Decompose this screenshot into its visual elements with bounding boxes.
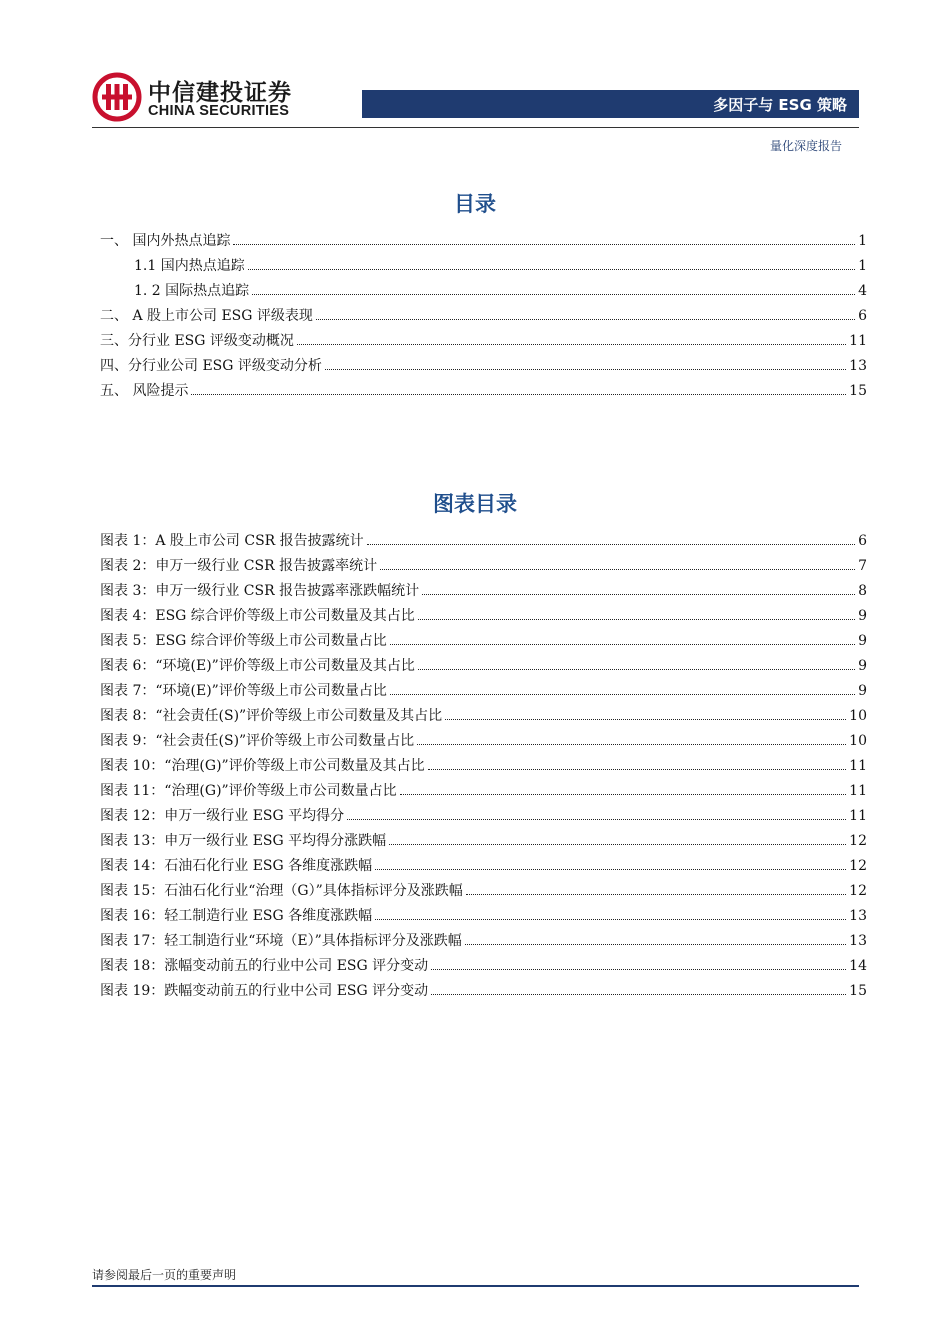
figure-entry-page: 8 bbox=[858, 583, 867, 599]
footer-disclaimer: 请参阅最后一页的重要声明 bbox=[92, 1268, 237, 1282]
figure-entry-page: 9 bbox=[858, 608, 867, 624]
figure-entry-page: 9 bbox=[858, 658, 867, 674]
leader-dots bbox=[418, 669, 855, 670]
figure-entry-label: 图表 19：跌幅变动前五的行业中公司 ESG 评分变动 bbox=[100, 983, 429, 999]
figure-entry-label: 图表 8：“社会责任(S)”评价等级上市公司数量及其占比 bbox=[100, 708, 443, 724]
toc-entry-label: 三、分行业 ESG 评级变动概况 bbox=[100, 333, 294, 349]
report-type-label: 量化深度报告 bbox=[769, 139, 842, 153]
toc-entry[interactable] bbox=[100, 280, 867, 305]
leader-dots bbox=[347, 819, 846, 820]
figure-entry-page: 9 bbox=[858, 633, 867, 649]
figure-entry-page: 10 bbox=[849, 708, 867, 724]
toc-entry-page: 15 bbox=[849, 383, 867, 399]
figure-entry[interactable] bbox=[100, 780, 867, 805]
figure-entry[interactable] bbox=[100, 930, 867, 955]
leader-dots bbox=[417, 744, 846, 745]
leader-dots bbox=[422, 594, 855, 595]
toc-entry-page: 4 bbox=[858, 283, 867, 299]
leader-dots bbox=[390, 694, 855, 695]
figure-entry-label: 图表 17：轻工制造行业“环境（E）”具体指标评分及涨跌幅 bbox=[100, 933, 462, 949]
figure-entry-label: 图表 18：涨幅变动前五的行业中公司 ESG 评分变动 bbox=[100, 958, 429, 974]
leader-dots bbox=[325, 369, 846, 370]
figure-entry[interactable] bbox=[100, 905, 867, 930]
figure-entry-label: 图表 10：“治理(G)”评价等级上市公司数量及其占比 bbox=[100, 758, 425, 774]
figure-entry-label: 图表 3：申万一级行业 CSR 报告披露率涨跌幅统计 bbox=[100, 583, 420, 599]
figure-entry-page: 13 bbox=[849, 908, 867, 924]
figure-entry[interactable] bbox=[100, 755, 867, 780]
toc-entry[interactable] bbox=[100, 355, 867, 380]
logo-chinese-name: 中信建投证券 bbox=[148, 80, 292, 106]
figure-index-title: 图表目录 bbox=[433, 492, 517, 516]
toc-entry[interactable] bbox=[100, 330, 867, 355]
report-series-banner bbox=[362, 90, 859, 118]
figure-entry[interactable] bbox=[100, 655, 867, 680]
figure-entry-page: 13 bbox=[849, 933, 867, 949]
logo-english-name: CHINA SECURITIES bbox=[148, 103, 290, 119]
figure-entry[interactable] bbox=[100, 580, 867, 605]
figure-entry-label: 图表 7：“环境(E)”评价等级上市公司数量占比 bbox=[100, 683, 387, 699]
figure-entry[interactable] bbox=[100, 705, 867, 730]
leader-dots bbox=[380, 569, 855, 570]
figure-entry-label: 图表 14：石油石化行业 ESG 各维度涨跌幅 bbox=[100, 858, 373, 874]
leader-dots bbox=[445, 719, 846, 720]
figure-entry[interactable] bbox=[100, 530, 867, 555]
figure-entry-page: 10 bbox=[849, 733, 867, 749]
figure-entry[interactable] bbox=[100, 630, 867, 655]
figure-entry-page: 7 bbox=[858, 558, 867, 574]
toc-entry-label: 五、 风险提示 bbox=[100, 383, 189, 399]
header-divider bbox=[92, 127, 859, 128]
figure-entry-label: 图表 4：ESG 综合评价等级上市公司数量及其占比 bbox=[100, 608, 415, 624]
leader-dots bbox=[390, 644, 855, 645]
figure-entry[interactable] bbox=[100, 955, 867, 980]
leader-dots bbox=[233, 244, 855, 245]
toc-entry-label: 1. 2 国际热点追踪 bbox=[134, 283, 250, 299]
toc-entry-label: 一、 国内外热点追踪 bbox=[100, 233, 231, 249]
figure-entry-page: 12 bbox=[849, 858, 867, 874]
figure-entry[interactable] bbox=[100, 855, 867, 880]
footer-divider bbox=[92, 1285, 859, 1287]
toc-entry[interactable] bbox=[100, 255, 867, 280]
figure-entry-page: 12 bbox=[849, 833, 867, 849]
toc-entry-page: 11 bbox=[849, 333, 867, 349]
figure-entry-page: 9 bbox=[858, 683, 867, 699]
company-logo bbox=[92, 72, 312, 124]
citic-emblem-icon bbox=[92, 72, 142, 122]
figure-entry[interactable] bbox=[100, 680, 867, 705]
leader-dots bbox=[428, 769, 846, 770]
toc-title: 目录 bbox=[454, 192, 496, 216]
figure-entry[interactable] bbox=[100, 730, 867, 755]
leader-dots bbox=[191, 394, 846, 395]
figure-entry-label: 图表 2：申万一级行业 CSR 报告披露率统计 bbox=[100, 558, 378, 574]
figure-entry-label: 图表 1：A 股上市公司 CSR 报告披露统计 bbox=[100, 533, 364, 549]
figure-entry-page: 12 bbox=[849, 883, 867, 899]
toc-entry-label: 四、分行业公司 ESG 评级变动分析 bbox=[100, 358, 322, 374]
figure-index bbox=[100, 530, 867, 1005]
leader-dots bbox=[431, 969, 846, 970]
toc-entry[interactable] bbox=[100, 230, 867, 255]
figure-entry-label: 图表 5：ESG 综合评价等级上市公司数量占比 bbox=[100, 633, 387, 649]
leader-dots bbox=[375, 869, 846, 870]
toc-entry-page: 6 bbox=[858, 308, 867, 324]
figure-entry-label: 图表 13：申万一级行业 ESG 平均得分涨跌幅 bbox=[100, 833, 387, 849]
figure-entry[interactable] bbox=[100, 805, 867, 830]
figure-entry-page: 15 bbox=[849, 983, 867, 999]
table-of-contents bbox=[100, 230, 867, 405]
banner-title: 多因子与 ESG 策略 bbox=[713, 96, 847, 114]
figure-entry-label: 图表 11：“治理(G)”评价等级上市公司数量占比 bbox=[100, 783, 397, 799]
figure-entry[interactable] bbox=[100, 605, 867, 630]
figure-entry-page: 11 bbox=[849, 808, 867, 824]
leader-dots bbox=[375, 919, 846, 920]
figure-entry-label: 图表 12：申万一级行业 ESG 平均得分 bbox=[100, 808, 345, 824]
figure-entry-page: 14 bbox=[849, 958, 867, 974]
leader-dots bbox=[316, 319, 855, 320]
leader-dots bbox=[367, 544, 855, 545]
leader-dots bbox=[431, 994, 846, 995]
figure-entry-page: 11 bbox=[849, 783, 867, 799]
toc-entry-page: 1 bbox=[858, 258, 867, 274]
figure-entry-label: 图表 6：“环境(E)”评价等级上市公司数量及其占比 bbox=[100, 658, 415, 674]
toc-entry-page: 1 bbox=[858, 233, 867, 249]
leader-dots bbox=[465, 944, 846, 945]
toc-entry[interactable] bbox=[100, 305, 867, 330]
leader-dots bbox=[252, 294, 855, 295]
toc-entry[interactable] bbox=[100, 380, 867, 405]
figure-entry[interactable] bbox=[100, 830, 867, 855]
toc-entry-label: 二、 A 股上市公司 ESG 评级表现 bbox=[100, 308, 313, 324]
leader-dots bbox=[389, 844, 846, 845]
figure-entry[interactable] bbox=[100, 980, 867, 1005]
figure-entry-label: 图表 9：“社会责任(S)”评价等级上市公司数量占比 bbox=[100, 733, 415, 749]
leader-dots bbox=[418, 619, 855, 620]
figure-entry[interactable] bbox=[100, 880, 867, 905]
leader-dots bbox=[400, 794, 846, 795]
toc-entry-page: 13 bbox=[849, 358, 867, 374]
figure-entry-page: 6 bbox=[858, 533, 867, 549]
figure-entry[interactable] bbox=[100, 555, 867, 580]
toc-entry-label: 1.1 国内热点追踪 bbox=[134, 258, 245, 274]
leader-dots bbox=[466, 894, 846, 895]
figure-entry-page: 11 bbox=[849, 758, 867, 774]
figure-entry-label: 图表 15：石油石化行业“治理（G）”具体指标评分及涨跌幅 bbox=[100, 883, 463, 899]
leader-dots bbox=[297, 344, 846, 345]
figure-entry-label: 图表 16：轻工制造行业 ESG 各维度涨跌幅 bbox=[100, 908, 373, 924]
leader-dots bbox=[248, 269, 855, 270]
